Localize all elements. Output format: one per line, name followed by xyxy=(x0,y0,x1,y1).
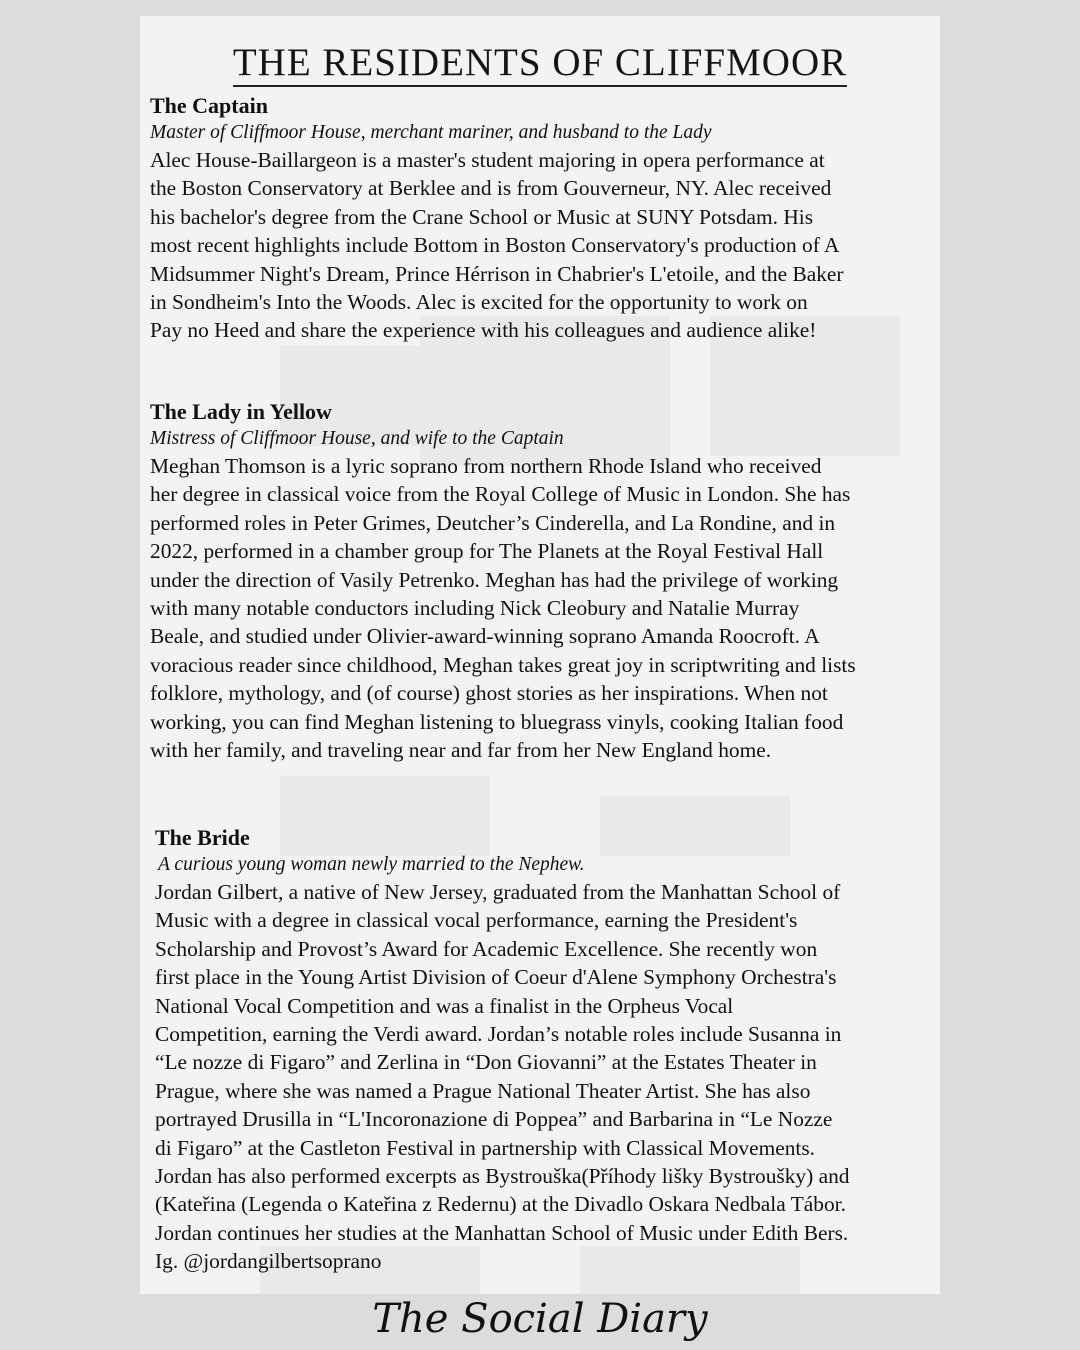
bio-line: with many notable conductors including Nick Cleobury and Natalie Murray xyxy=(150,596,800,621)
bio-line: Music with a degree in classical vocal performance, earning the President's xyxy=(155,908,798,933)
bio-line: performed roles in Peter Grimes, Deutcher’s Cinderella, and La Rondine, and in xyxy=(150,510,836,535)
bio-line: Beale, and studied under Olivier-award-winning soprano Amanda Roocroft. A xyxy=(150,624,820,649)
bio-line: National Vocal Competition and was a finalist in the Orpheus Vocal xyxy=(155,993,734,1018)
page-title: THE RESIDENTS OF CLIFFMOOR xyxy=(140,40,940,85)
bio-line: di Figaro” at the Castleton Festival in partnership with Classical Movements. xyxy=(155,1135,816,1160)
role-tagline: Mistress of Cliffmoor House, and wife to the Captain xyxy=(150,428,564,449)
program-page xyxy=(140,16,940,1294)
bio-line: voracious reader since childhood, Meghan takes great joy in scriptwriting and lists xyxy=(150,652,856,677)
bio-line: under the direction of Vasily Petrenko. Meghan has had the privilege of working xyxy=(150,567,839,592)
bio-line: his bachelor's degree from the Crane School or Music at SUNY Potsdam. His xyxy=(150,204,814,229)
bio-line: folklore, mythology, and (of course) ghost stories as her inspirations. When not xyxy=(150,681,828,706)
bio-line: Alec House-Baillargeon is a master's student majoring in opera performance at xyxy=(150,148,825,172)
bio-line: Pay no Heed and share the experience with his colleagues and audience alike! xyxy=(150,318,817,343)
bio-line: her degree in classical voice from the Royal College of Music in London. She has xyxy=(150,482,851,507)
role-tagline: A curious young woman newly married to the Nephew. xyxy=(158,854,585,875)
bio-line: the Boston Conservatory at Berklee and is from Gouverneur, NY. Alec received xyxy=(150,176,832,201)
footer-brand: The Social Diary xyxy=(372,1296,708,1342)
bio-line: Ig. @jordangilbertsoprano xyxy=(155,1249,382,1274)
bio-text xyxy=(155,878,940,1276)
bio-line: Meghan Thomson is a lyric soprano from northern Rhode Island who received xyxy=(150,454,822,478)
bio-section-captain xyxy=(150,92,935,345)
bio-line: first place in the Young Artist Division of Coeur d'Alene Symphony Orchestra's xyxy=(155,965,837,990)
bio-line: portrayed Drusilla in “L'Incoronazione di Poppea” and Barbarina in “Le Nozze xyxy=(155,1107,833,1132)
bio-line: Jordan Gilbert, a native of New Jersey, graduated from the Manhattan School of xyxy=(155,880,841,904)
role-tagline: Master of Cliffmoor House, merchant mariner, and husband to the Lady xyxy=(150,122,712,143)
bio-text xyxy=(150,452,935,764)
bio-section-bride xyxy=(155,824,940,1276)
bio-line: Prague, where she was named a Prague National Theater Artist. She has also xyxy=(155,1078,811,1103)
role-heading: The Bride xyxy=(155,825,250,850)
bio-line: Jordan continues her studies at the Manhattan School of Music under Edith Bers. xyxy=(155,1220,849,1245)
bio-line: Scholarship and Provost’s Award for Academic Excellence. She recently won xyxy=(155,936,818,961)
bio-line: Competition, earning the Verdi award. Jordan’s notable roles include Susanna in xyxy=(155,1022,842,1047)
role-heading: The Lady in Yellow xyxy=(150,399,332,424)
bio-line: (Kateřina (Legenda o Kateřina z Redernu) at the Divadlo Oskara Nedbala Tábor. xyxy=(155,1192,846,1217)
bio-line: with her family, and traveling near and far from her New England home. xyxy=(150,738,772,763)
bio-line: Midsummer Night's Dream, Prince Hérrison in Chabrier's L'etoile, and the Baker xyxy=(150,261,844,286)
bio-line: working, you can find Meghan listening to bluegrass vinyls, cooking Italian food xyxy=(150,709,844,734)
bio-section-lady-in-yellow xyxy=(150,398,935,764)
bio-line: Jordan has also performed excerpts as Bystrouška(Příhody lišky Bystroušky) and xyxy=(155,1164,850,1189)
bio-line: “Le nozze di Figaro” and Zerlina in “Don Giovanni” at the Estates Theater in xyxy=(155,1050,817,1075)
bio-line: most recent highlights include Bottom in Boston Conservatory's production of A xyxy=(150,233,840,258)
bio-line: 2022, performed in a chamber group for The Planets at the Royal Festival Hall xyxy=(150,539,824,564)
bio-line: in Sondheim's Into the Woods. Alec is excited for the opportunity to work on xyxy=(150,290,808,315)
bio-text xyxy=(150,146,935,345)
role-heading: The Captain xyxy=(150,93,268,118)
